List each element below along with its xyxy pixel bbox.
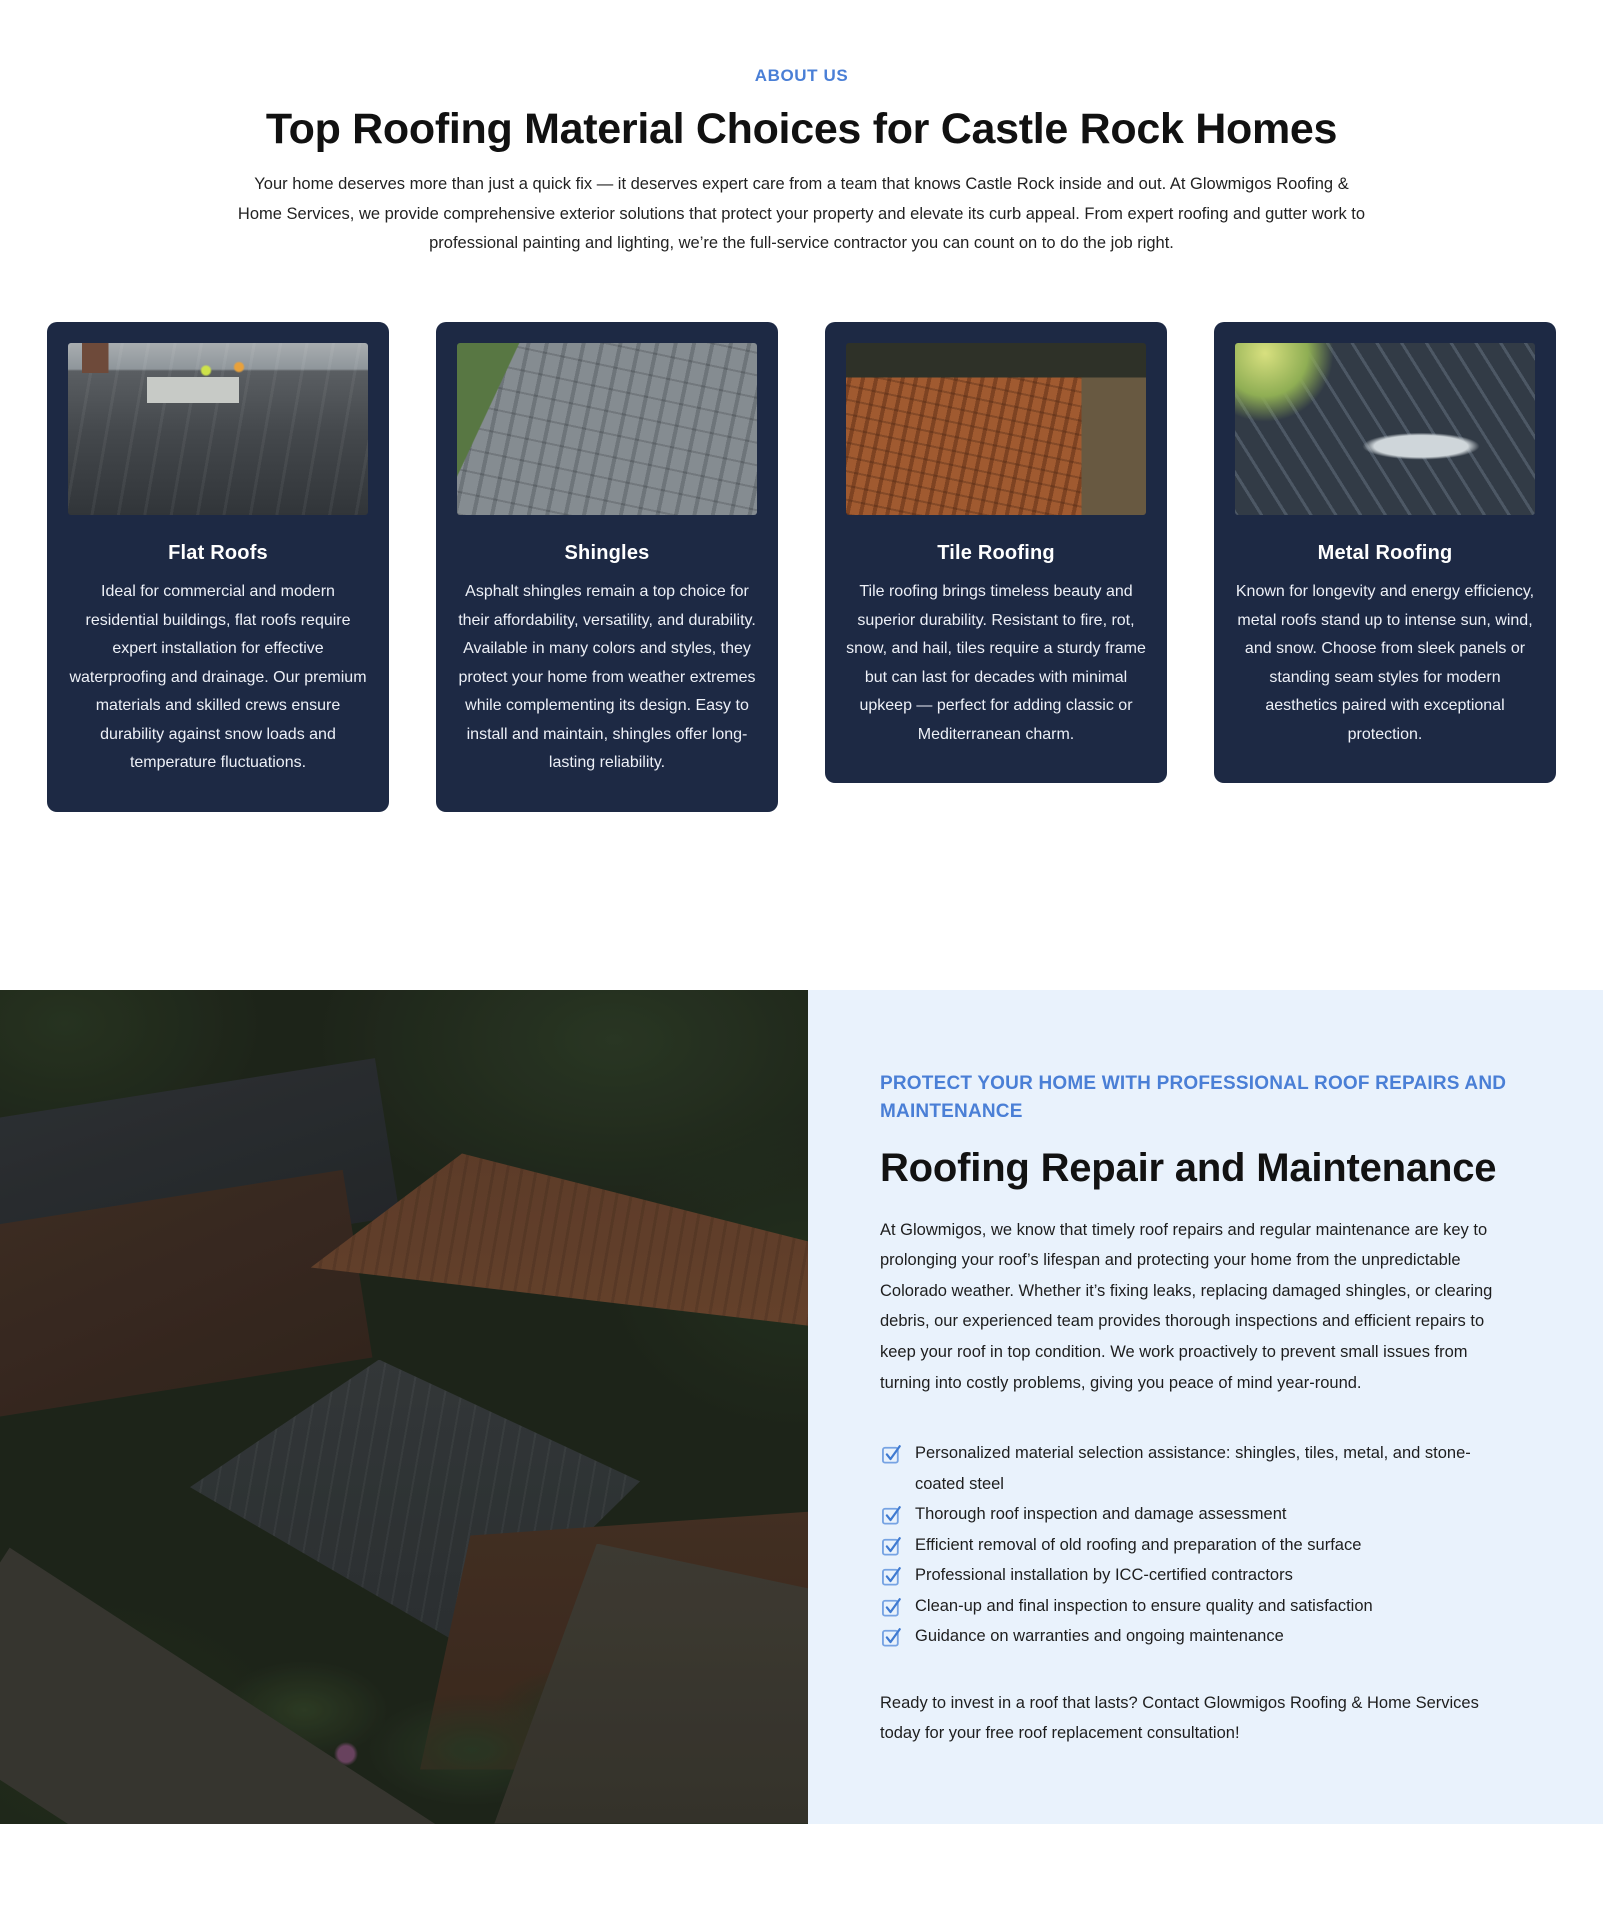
card-title: Flat Roofs	[168, 542, 268, 565]
checkbox-check-icon	[880, 1504, 902, 1526]
card-description: Asphalt shingles remain a top choice for their affordability, versatility, and durability. Available in many colors and styles, they protect your home from weather extremes while complementing its design. Easy to install and maintain, shingles offer long-lasting reliability.	[458, 583, 756, 772]
repair-title: Roofing Repair and Maintenance	[880, 1145, 1497, 1190]
repair-checklist	[880, 1438, 1511, 1652]
card-description: Known for longevity and energy efficiency, metal roofs stand up to intense sun, wind, and snow. Choose from sleek panels or standing seam styles for modern aesthetics paired with exceptional protection.	[1235, 583, 1535, 743]
checklist-item-label: Clean-up and final inspection to ensure quality and satisfaction	[915, 1596, 1373, 1615]
metal-roof-photo	[1235, 343, 1535, 515]
checklist-item-label: Professional installation by ICC-certified contractors	[915, 1566, 1293, 1585]
card-description: Tile roofing brings timeless beauty and superior durability. Resistant to fire, rot, snow, and hail, tiles require a sturdy frame but can last for decades with minimal upkeep — perfect for adding classic or Mediterranean charm.	[846, 583, 1146, 743]
checklist-item	[880, 1530, 1511, 1561]
material-card	[47, 322, 389, 811]
checklist-item-label: Guidance on warranties and ongoing maintenance	[915, 1627, 1284, 1646]
card-title: Metal Roofing	[1317, 542, 1453, 565]
checkbox-check-icon	[880, 1443, 902, 1465]
material-card	[436, 322, 778, 811]
checkbox-check-icon	[880, 1626, 902, 1648]
material-card	[1214, 322, 1556, 783]
repair-cta-paragraph: Ready to invest in a roof that lasts? Contact Glowmigos Roofing & Home Services today for your free roof replacement consultation!	[880, 1693, 1479, 1743]
checklist-item	[880, 1591, 1511, 1622]
section-eyebrow: ABOUT US	[754, 66, 849, 85]
page-title: Top Roofing Material Choices for Castle Rock Homes	[265, 105, 1338, 153]
checklist-item-label: Thorough roof inspection and damage assessment	[915, 1505, 1287, 1524]
repair-section	[0, 990, 1603, 1824]
checklist-item-label: Personalized material selection assistance: shingles, tiles, metal, and stone-coated steel	[915, 1444, 1471, 1493]
material-card	[825, 322, 1167, 783]
aerial-house-photo	[0, 990, 808, 1824]
checkbox-check-icon	[880, 1565, 902, 1587]
checklist-item	[880, 1499, 1511, 1530]
flat-roof-photo	[68, 343, 368, 515]
card-description: Ideal for commercial and modern residential buildings, flat roofs require expert installation for effective waterproofing and drainage. Our premium materials and skilled crews ensure durability against snow loads and temperature fluctuations.	[69, 583, 367, 772]
checklist-item	[880, 1438, 1511, 1499]
checklist-item	[880, 1560, 1511, 1591]
intro-paragraph: Your home deserves more than just a quick fix — it deserves expert care from a team that knows Castle Rock inside and out. At Glowmigos Roofing & Home Services, we provide comprehensive exterior solutions that protect your property and elevate its curb appeal. From expert roofing and gutter work to professional painting and lighting, we’re the full-service contractor you can count on to do the job right.	[237, 175, 1366, 252]
card-title: Shingles	[564, 542, 650, 565]
repair-paragraph: At Glowmigos, we know that timely roof repairs and regular maintenance are key to prolonging your roof’s lifespan and protecting your home from the unpredictable Colorado weather. Whether it’s fixing leaks, replacing damaged shingles, or clearing debris, our experienced team provides thorough inspections and efficient repairs to keep your roof in top condition. We work proactively to prevent small issues from turning into costly problems, giving you peace of mind year-round.	[880, 1220, 1493, 1392]
checkbox-check-icon	[880, 1535, 902, 1557]
material-cards-row	[0, 322, 1603, 811]
shingle-roof-photo	[457, 343, 757, 515]
checkbox-check-icon	[880, 1596, 902, 1618]
repair-eyebrow: PROTECT YOUR HOME WITH PROFESSIONAL ROOF REPAIRS AND MAINTENANCE	[880, 1072, 1507, 1123]
card-title: Tile Roofing	[937, 542, 1055, 565]
checklist-item-label: Efficient removal of old roofing and preparation of the surface	[915, 1535, 1362, 1554]
checklist-item	[880, 1621, 1511, 1652]
repair-content-panel	[808, 990, 1603, 1824]
tile-roof-photo	[846, 343, 1146, 515]
photo-shade-overlay	[0, 990, 808, 1824]
